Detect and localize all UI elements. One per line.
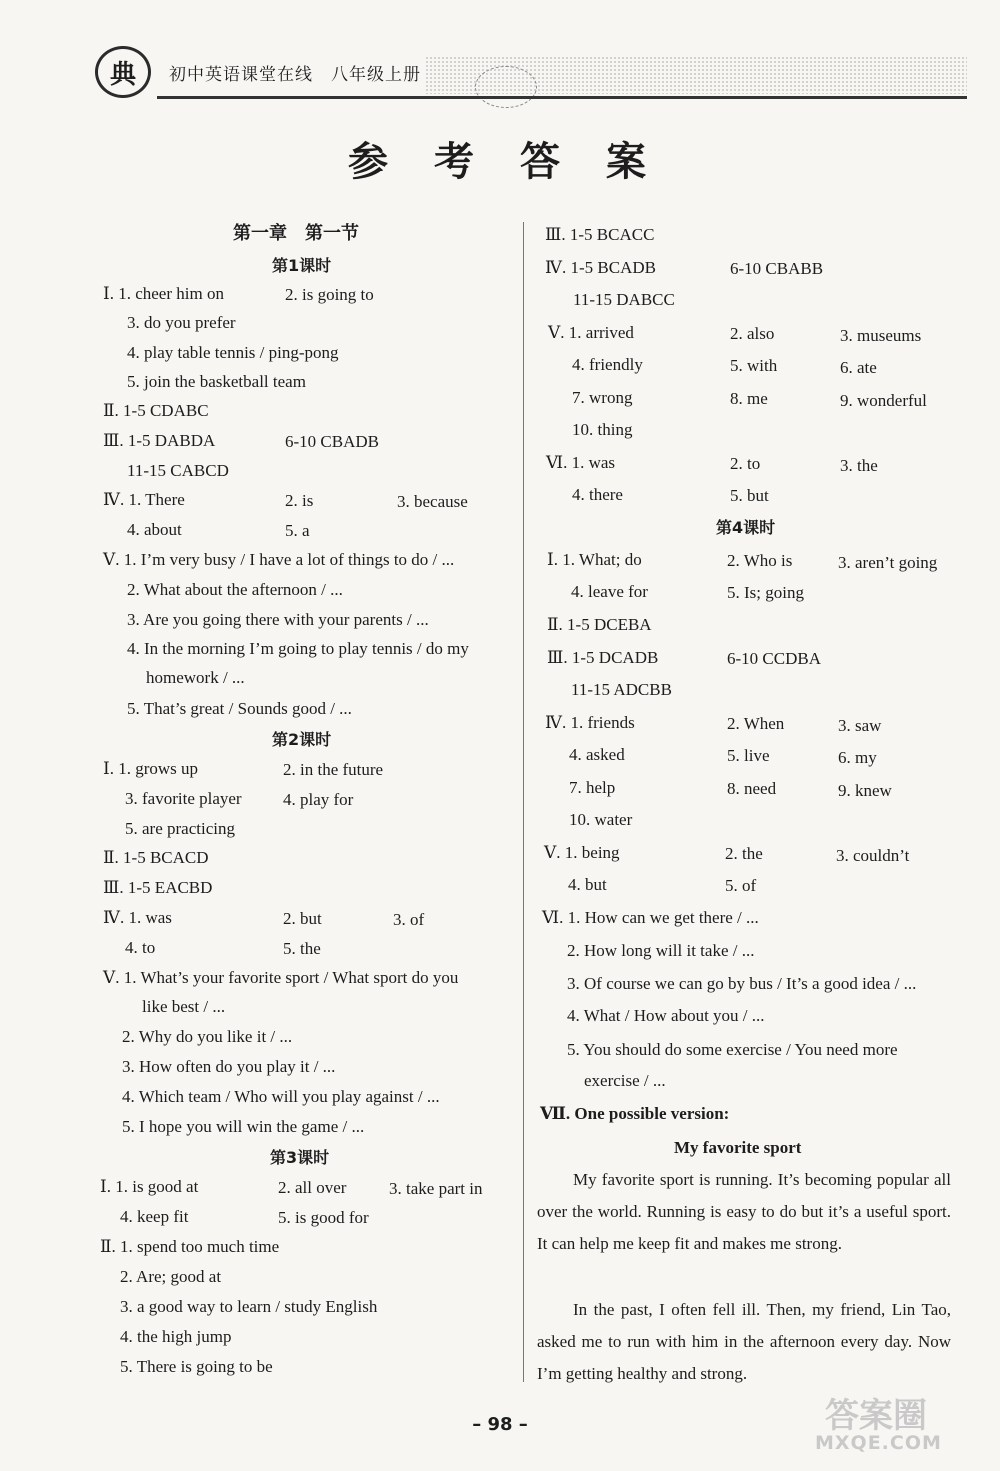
answer-item: homework / ...: [146, 668, 245, 687]
answer-item: Ⅳ. 1. was: [103, 908, 172, 927]
watermark-text: 答案圈: [825, 1396, 927, 1436]
answer-item: Ⅱ. 1-5 DCEBA: [547, 615, 652, 634]
answer-item: 2. but: [283, 909, 322, 928]
answer-item: 2. also: [730, 324, 775, 343]
answer-item: like best / ...: [142, 997, 226, 1016]
answer-item: 5. That’s great / Sounds good / ...: [127, 699, 352, 718]
answer-item: 2. is going to: [285, 285, 374, 304]
answer-item: 4. play table tennis / ping-pong: [127, 343, 339, 362]
answer-item: 5. join the basketball team: [127, 372, 306, 391]
answer-item: 2. to: [730, 454, 761, 473]
answer-item: Ⅲ. 1-5 DABDA: [103, 431, 216, 450]
answer-item: 9. knew: [838, 781, 892, 800]
answer-item: 5. of: [725, 876, 757, 895]
answer-item: 5. You should do some exercise / You need more: [567, 1040, 898, 1059]
answer-item: 11-15 DABCC: [573, 290, 675, 309]
answer-item: Ⅳ. 1. friends: [545, 713, 635, 732]
answer-item: 10. water: [569, 810, 633, 829]
answer-item: 11-15 ADCBB: [571, 680, 672, 699]
answer-item: 4. but: [568, 875, 607, 894]
watermark-logo: [795, 1388, 985, 1458]
answer-item: Ⅱ. 1. spend too much time: [100, 1237, 280, 1256]
answer-item: 3. Are you going there with your parents / ...: [127, 610, 429, 629]
answer-item: 7. help: [569, 778, 616, 797]
answer-item: Ⅰ. 1. is good at: [100, 1177, 199, 1196]
answer-item: 3. couldn’t: [836, 846, 910, 865]
answer-item: 5. the: [283, 939, 321, 958]
answer-item: Ⅲ. 1-5 DCADB: [547, 648, 659, 667]
answer-item: 3. favorite player: [125, 789, 242, 808]
answer-item: 3. of: [393, 910, 425, 929]
answer-item: Ⅱ. 1-5 BCACD: [103, 848, 209, 867]
answer-item: Ⅴ. 1. What’s your favorite sport / What sport do you: [103, 968, 459, 987]
answer-item: 4. What / How about you / ...: [567, 1006, 765, 1025]
answer-item: 4. the high jump: [120, 1327, 232, 1346]
answer-item: 4. to: [125, 938, 156, 957]
answer-item: 8. need: [727, 779, 777, 798]
answer-item: 3. a good way to learn / study English: [120, 1297, 378, 1316]
answer-item: Ⅵ. 1. How can we get there / ...: [542, 908, 759, 927]
answer-item: 3. do you prefer: [127, 313, 236, 332]
watermark-url: MXQE.COM: [815, 1432, 942, 1454]
lesson-heading: 第2课时: [272, 730, 332, 749]
book-title: 初中英语课堂在线 八年级上册: [169, 65, 421, 85]
answer-item: 4. asked: [569, 745, 625, 764]
answer-item: Ⅳ. 1-5 BCADB: [545, 258, 656, 277]
page-number: – 98 –: [472, 1414, 528, 1435]
column-divider: [523, 222, 524, 1382]
answer-item: 4. Which team / Who will you play against / ...: [122, 1087, 440, 1106]
answer-item: Ⅳ. 1. There: [103, 490, 185, 509]
answer-item: 3. Of course we can go by bus / It’s a good idea / ...: [567, 974, 917, 993]
answer-item: 3. How often do you play it / ...: [122, 1057, 336, 1076]
answer-item: 2. Who is: [727, 551, 793, 570]
answer-item: 3. take part in: [389, 1179, 483, 1198]
answer-item: 10. thing: [572, 420, 633, 439]
answer-item: 4. play for: [283, 790, 354, 809]
answer-item: 5. I hope you will win the game / ...: [122, 1117, 365, 1136]
answer-item: 5. with: [730, 356, 778, 375]
section-heading: Ⅶ. One possible version:: [540, 1104, 730, 1123]
answer-item: Ⅴ. 1. I’m very busy / I have a lot of things to do / ...: [103, 550, 455, 569]
lesson-heading: 第1课时: [272, 256, 332, 275]
answer-item: 5. are practicing: [125, 819, 235, 838]
answer-item: 4. about: [127, 520, 182, 539]
answer-item: exercise / ...: [584, 1071, 666, 1090]
answer-item: Ⅴ. 1. being: [544, 843, 620, 862]
answer-item: 5. There is going to be: [120, 1357, 273, 1376]
answer-item: 6-10 CBABB: [730, 259, 824, 278]
essay-paragraph: My favorite sport is running. It’s becoming popular all over the world. Running is easy to do but it’s a useful sport. It can help me keep fit and makes me strong.: [537, 1170, 951, 1253]
answer-item: Ⅱ. 1-5 CDABC: [103, 401, 209, 420]
answer-item: 7. wrong: [572, 388, 633, 407]
header-rule: [157, 96, 967, 99]
answer-item: 6. my: [838, 748, 877, 767]
answer-item: 3. saw: [838, 716, 882, 735]
answer-item: 6-10 CBADB: [285, 432, 379, 451]
answer-item: 2. Are; good at: [120, 1267, 222, 1286]
answer-item: 5. Is; going: [727, 583, 804, 602]
answer-item: 2. is: [285, 491, 314, 510]
answer-item: 4. In the morning I’m going to play tennis / do my: [127, 639, 469, 658]
answer-item: 4. there: [572, 485, 623, 504]
answer-item: Ⅰ. 1. cheer him on: [103, 284, 224, 303]
answer-item: 3. the: [840, 456, 878, 475]
answer-item: 5. live: [727, 746, 770, 765]
answer-item: 2. the: [725, 844, 763, 863]
answer-item: 2. all over: [278, 1178, 347, 1197]
answer-item: 6-10 CCDBA: [727, 649, 821, 668]
answer-item: 3. museums: [840, 326, 922, 345]
chapter-heading: 第一章 第一节: [233, 223, 359, 244]
answer-item: 5. a: [285, 521, 310, 540]
lesson-heading: 第4课时: [716, 518, 776, 537]
answer-item: 2. in the future: [283, 760, 384, 779]
answer-item: 5. is good for: [278, 1208, 369, 1227]
answer-item: Ⅵ. 1. was: [546, 453, 616, 472]
answer-item: Ⅰ. 1. grows up: [103, 759, 199, 778]
answer-item: 3. because: [397, 492, 468, 511]
answer-item: 2. What about the afternoon / ...: [127, 580, 343, 599]
answer-item: 4. friendly: [572, 355, 643, 374]
page-title: 参考答案: [348, 139, 692, 185]
answer-item: 2. Why do you like it / ...: [122, 1027, 293, 1046]
stamp-mark: [475, 66, 537, 108]
answer-item: 11-15 CABCD: [127, 461, 229, 480]
answer-item: Ⅴ. 1. arrived: [548, 323, 634, 342]
essay-title: My favorite sport: [674, 1138, 802, 1157]
publisher-logo: 典: [95, 46, 151, 98]
answer-item: 2. When: [727, 714, 785, 733]
lesson-heading: 第3课时: [270, 1148, 330, 1167]
answer-item: 4. keep fit: [120, 1207, 189, 1226]
page-header: [95, 44, 967, 100]
answer-item: 9. wonderful: [840, 391, 927, 410]
answer-item: 2. How long will it take / ...: [567, 941, 755, 960]
answer-item: 5. but: [730, 486, 769, 505]
answer-item: Ⅰ. 1. What; do: [547, 550, 642, 569]
answer-item: 6. ate: [840, 358, 877, 377]
answer-item: Ⅲ. 1-5 EACBD: [103, 878, 213, 897]
essay-paragraph: In the past, I often fell ill. Then, my friend, Lin Tao, asked me to run with him in the afternoon every day. Now I’m getting healthy and strong.: [537, 1300, 951, 1383]
answer-item: Ⅲ. 1-5 BCACC: [545, 225, 655, 244]
answer-item: 8. me: [730, 389, 768, 408]
answer-item: 4. leave for: [571, 582, 648, 601]
answer-item: 3. aren’t going: [838, 553, 938, 572]
